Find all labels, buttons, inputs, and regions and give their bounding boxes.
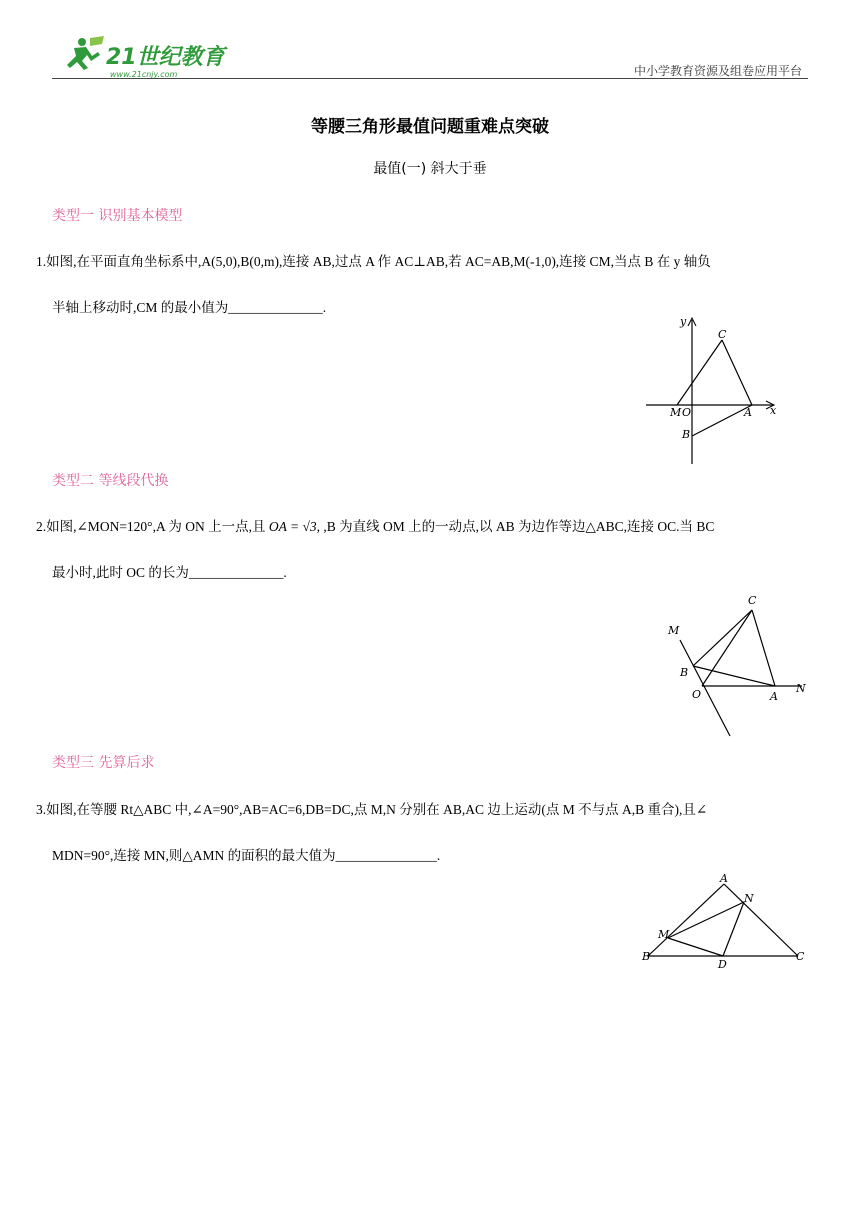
question-2-text-a: 2.如图,∠MON=120°,A 为 ON 上一点,且: [36, 519, 269, 534]
fig1-label-c: C: [718, 328, 727, 341]
fig2-label-m: M: [668, 624, 680, 637]
fig2-label-c: C: [748, 594, 757, 607]
header-divider: [52, 78, 808, 79]
question-1-line-2: 半轴上移动时,CM 的最小值为______________.: [52, 300, 327, 315]
page-title: 等腰三角形最值问题重难点突破: [311, 117, 549, 137]
question-2-line-2: 最小时,此时 OC 的长为______________.: [52, 565, 287, 580]
header-platform-text: 中小学教育资源及组卷应用平台: [633, 64, 802, 78]
fig1-label-x: x: [770, 404, 777, 417]
fig3-label-d: D: [718, 958, 727, 971]
figure-1-coordinate-diagram: [640, 312, 785, 467]
fig3-label-m: M: [658, 928, 670, 941]
fig2-label-b: B: [680, 666, 689, 679]
logo-url-text: www.21cnjy.com: [110, 70, 178, 79]
question-3-line-1: 3.如图,在等腰 Rt△ABC 中,∠A=90°,AB=AC=6,DB=DC,点 M,N 分别在 AB,AC 边上运动(点 M 不与点 A,B 重合),且∠: [36, 802, 708, 817]
section-heading-1: 类型一 识别基本模型: [52, 208, 183, 224]
page-header: [52, 34, 808, 80]
fig1-label-m: M: [670, 406, 682, 419]
figure-3-right-triangle-diagram: [636, 872, 814, 972]
logo-text: 21世纪教育: [106, 45, 225, 70]
page-subtitle: 最值(一) 斜大于垂: [373, 161, 487, 177]
fig2-label-o: O: [692, 688, 702, 701]
section-heading-3: 类型三 先算后求: [52, 755, 155, 771]
section-heading-2: 类型二 等线段代换: [52, 473, 169, 489]
fig2-label-a: A: [770, 690, 778, 703]
logo-21cnjy: [60, 34, 240, 80]
fig1-label-o: O: [682, 406, 692, 419]
fig2-label-n: N: [796, 682, 806, 695]
question-3-line-2: MDN=90°,连接 MN,则△AMN 的面积的最大值为_______________.: [52, 848, 441, 863]
fig1-label-y: y: [680, 315, 687, 328]
figure-2-triangle-diagram: [660, 590, 810, 740]
fig1-label-b: B: [682, 428, 691, 441]
question-2-math: OA = √3,: [268, 519, 320, 534]
fig3-label-c: C: [796, 950, 805, 963]
fig3-label-a: A: [720, 872, 728, 885]
fig3-label-b: B: [642, 950, 651, 963]
question-1-line-1: 1.如图,在平面直角坐标系中,A(5,0),B(0,m),连接 AB,过点 A 作 AC⊥AB,若 AC=AB,M(-1,0),连接 CM,当点 B 在 y 轴负: [36, 254, 711, 269]
fig3-label-n: N: [744, 892, 754, 905]
question-2-text-b: ,B 为直线 OM 上的一动点,以 AB 为边作等边△ABC,连接 OC.当 BC: [320, 519, 715, 534]
question-2-line-1: [36, 515, 714, 535]
fig1-label-a: A: [744, 406, 752, 419]
